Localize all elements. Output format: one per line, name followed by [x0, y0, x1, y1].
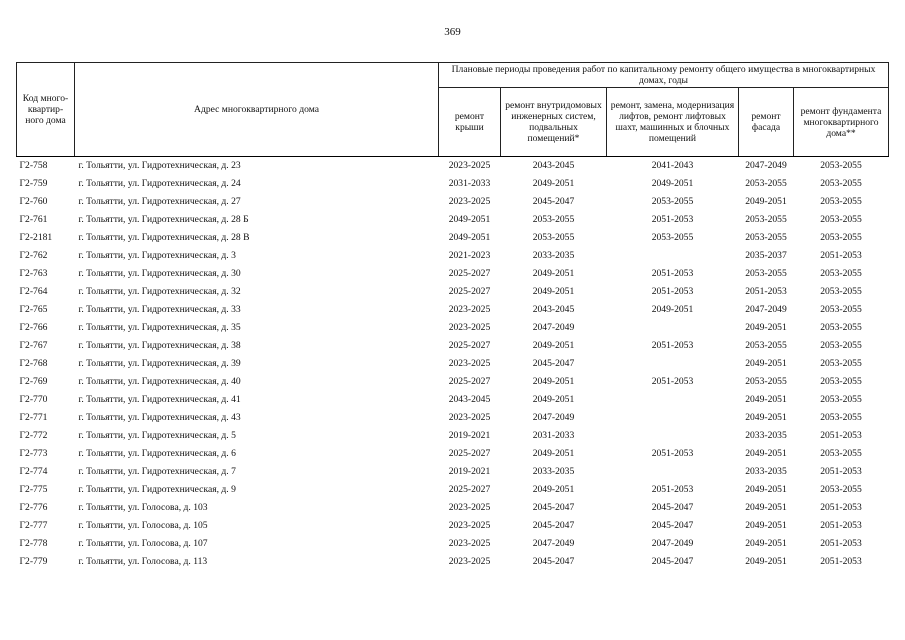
table-row — [17, 247, 889, 265]
cell-house-code: Г2-766 — [19, 322, 48, 333]
cell-engineering-systems-repair: 2047-2049 — [532, 538, 575, 549]
table-row — [17, 499, 889, 517]
header-planned-periods: Плановые периоды проведения работ по капитальному ремонту общего имущества в многоквартирных домах, годы — [439, 63, 889, 88]
cell-address: г. Тольятти, ул. Гидротехническая, д. 43 — [78, 412, 241, 423]
cell-house-code: Г2-2181 — [19, 232, 53, 243]
cell-foundation-repair: 2051-2053 — [820, 556, 862, 567]
cell-foundation-repair: 2053-2055 — [820, 484, 862, 495]
cell-foundation-repair: 2053-2055 — [820, 412, 862, 423]
cell-facade-repair: 2049-2051 — [745, 556, 787, 567]
cell-roof-repair: 2023-2025 — [448, 502, 491, 513]
cell-engineering-systems-repair: 2049-2051 — [532, 394, 575, 405]
cell-roof-repair: 2025-2027 — [448, 286, 491, 297]
cell-address: г. Тольятти, ул. Гидротехническая, д. 40 — [78, 376, 241, 387]
cell-foundation-repair: 2053-2055 — [820, 340, 862, 351]
cell-house-code: Г2-770 — [19, 394, 48, 405]
cell-foundation-repair: 2053-2055 — [820, 322, 862, 333]
table-row — [17, 211, 889, 229]
cell-house-code: Г2-779 — [19, 556, 48, 567]
cell-foundation-repair: 2053-2055 — [820, 196, 862, 207]
cell-house-code: Г2-777 — [19, 520, 48, 531]
cell-house-code: Г2-765 — [19, 304, 48, 315]
cell-elevators-repair: 2049-2051 — [651, 304, 694, 315]
table-row — [17, 355, 889, 373]
cell-elevators-repair: 2051-2053 — [651, 340, 694, 351]
cell-facade-repair: 2033-2035 — [745, 466, 787, 477]
cell-engineering-systems-repair: 2033-2035 — [532, 466, 575, 477]
cell-house-code: Г2-767 — [19, 340, 48, 351]
cell-house-code: Г2-772 — [19, 430, 48, 441]
cell-engineering-systems-repair: 2045-2047 — [532, 196, 575, 207]
cell-elevators-repair: 2049-2051 — [651, 178, 694, 189]
table-row — [17, 175, 889, 193]
cell-elevators-repair: 2051-2053 — [651, 376, 694, 387]
cell-engineering-systems-repair: 2047-2049 — [532, 322, 575, 333]
cell-elevators-repair: 2053-2055 — [651, 196, 694, 207]
cell-engineering-systems-repair: 2045-2047 — [532, 358, 575, 369]
cell-elevators-repair: 2051-2053 — [651, 214, 694, 225]
cell-address: г. Тольятти, ул. Гидротехническая, д. 7 — [78, 466, 236, 477]
cell-elevators-repair: 2053-2055 — [651, 232, 694, 243]
cell-foundation-repair: 2051-2053 — [820, 538, 862, 549]
cell-elevators-repair — [607, 355, 739, 373]
cell-facade-repair: 2049-2051 — [745, 196, 787, 207]
cell-address: г. Тольятти, ул. Гидротехническая, д. 6 — [78, 448, 236, 459]
cell-facade-repair: 2035-2037 — [745, 250, 787, 261]
cell-facade-repair: 2047-2049 — [745, 304, 787, 315]
cell-house-code: Г2-774 — [19, 466, 48, 477]
cell-foundation-repair: 2051-2053 — [820, 520, 862, 531]
cell-elevators-repair — [607, 409, 739, 427]
cell-address: г. Тольятти, ул. Гидротехническая, д. 9 — [78, 484, 236, 495]
table-row — [17, 373, 889, 391]
cell-roof-repair: 2049-2051 — [448, 214, 491, 225]
cell-engineering-systems-repair: 2049-2051 — [532, 178, 575, 189]
cell-house-code: Г2-764 — [19, 286, 48, 297]
cell-roof-repair: 2023-2025 — [448, 304, 491, 315]
cell-engineering-systems-repair: 2043-2045 — [532, 304, 575, 315]
cell-house-code: Г2-776 — [19, 502, 48, 513]
cell-address: г. Тольятти, ул. Голосова, д. 113 — [78, 556, 208, 567]
cell-elevators-repair: 2045-2047 — [651, 502, 694, 513]
cell-roof-repair: 2023-2025 — [448, 538, 491, 549]
cell-roof-repair: 2023-2025 — [448, 322, 491, 333]
cell-foundation-repair: 2053-2055 — [820, 286, 862, 297]
table-row — [17, 193, 889, 211]
table-row — [17, 391, 889, 409]
cell-elevators-repair: 2045-2047 — [651, 556, 694, 567]
cell-facade-repair: 2047-2049 — [745, 160, 787, 171]
cell-facade-repair: 2053-2055 — [745, 214, 787, 225]
cell-facade-repair: 2053-2055 — [745, 340, 787, 351]
cell-house-code: Г2-769 — [19, 376, 48, 387]
cell-roof-repair: 2049-2051 — [448, 232, 491, 243]
cell-house-code: Г2-758 — [19, 160, 48, 171]
table-row — [17, 427, 889, 445]
cell-elevators-repair — [607, 319, 739, 337]
table-row — [17, 265, 889, 283]
cell-engineering-systems-repair: 2033-2035 — [532, 250, 575, 261]
header-engineering-systems-repair: ремонт внутридомовых инженерных систем, подвальных помещений* — [501, 88, 607, 157]
cell-facade-repair: 2049-2051 — [745, 484, 787, 495]
cell-foundation-repair: 2053-2055 — [820, 178, 862, 189]
cell-facade-repair: 2053-2055 — [745, 376, 787, 387]
table-row — [17, 553, 889, 571]
cell-elevators-repair: 2051-2053 — [651, 484, 694, 495]
cell-foundation-repair: 2053-2055 — [820, 358, 862, 369]
cell-address: г. Тольятти, ул. Голосова, д. 105 — [78, 520, 208, 531]
table-row — [17, 445, 889, 463]
cell-house-code: Г2-771 — [19, 412, 48, 423]
cell-roof-repair: 2019-2021 — [448, 430, 491, 441]
cell-roof-repair: 2025-2027 — [448, 376, 491, 387]
cell-elevators-repair: 2041-2043 — [651, 160, 694, 171]
cell-roof-repair: 2023-2025 — [448, 556, 491, 567]
cell-facade-repair: 2053-2055 — [745, 178, 787, 189]
cell-facade-repair: 2051-2053 — [745, 286, 787, 297]
cell-elevators-repair: 2045-2047 — [651, 520, 694, 531]
cell-roof-repair: 2023-2025 — [448, 412, 491, 423]
cell-elevators-repair: 2047-2049 — [651, 538, 694, 549]
cell-roof-repair: 2025-2027 — [448, 448, 491, 459]
cell-address: г. Тольятти, ул. Гидротехническая, д. 24 — [78, 178, 241, 189]
table-row — [17, 463, 889, 481]
table-row — [17, 301, 889, 319]
cell-roof-repair: 2023-2025 — [448, 520, 491, 531]
cell-engineering-systems-repair: 2049-2051 — [532, 340, 575, 351]
cell-elevators-repair: 2051-2053 — [651, 268, 694, 279]
cell-facade-repair: 2033-2035 — [745, 430, 787, 441]
table-row — [17, 319, 889, 337]
cell-house-code: Г2-763 — [19, 268, 48, 279]
cell-facade-repair: 2049-2051 — [745, 448, 787, 459]
cell-elevators-repair: 2051-2053 — [651, 286, 694, 297]
cell-house-code: Г2-761 — [19, 214, 48, 225]
cell-address: г. Тольятти, ул. Голосова, д. 103 — [78, 502, 208, 513]
table-row — [17, 535, 889, 553]
cell-foundation-repair: 2051-2053 — [820, 466, 862, 477]
cell-facade-repair: 2049-2051 — [745, 412, 787, 423]
cell-foundation-repair: 2053-2055 — [820, 268, 862, 279]
cell-engineering-systems-repair: 2049-2051 — [532, 286, 575, 297]
cell-house-code: Г2-775 — [19, 484, 48, 495]
cell-foundation-repair: 2053-2055 — [820, 448, 862, 459]
cell-foundation-repair: 2053-2055 — [820, 214, 862, 225]
header-facade-repair: ремонт фасада — [739, 88, 794, 157]
table-row — [17, 229, 889, 247]
cell-foundation-repair: 2051-2053 — [820, 502, 862, 513]
cell-elevators-repair: 2051-2053 — [651, 448, 694, 459]
cell-facade-repair: 2049-2051 — [745, 322, 787, 333]
table-row — [17, 409, 889, 427]
cell-facade-repair: 2049-2051 — [745, 358, 787, 369]
cell-house-code: Г2-762 — [19, 250, 48, 261]
cell-roof-repair: 2023-2025 — [448, 358, 491, 369]
header-address: Адрес многоквартирного дома — [75, 63, 439, 157]
cell-address: г. Тольятти, ул. Гидротехническая, д. 41 — [78, 394, 241, 405]
cell-address: г. Тольятти, ул. Гидротехническая, д. 30 — [78, 268, 241, 279]
cell-house-code: Г2-760 — [19, 196, 48, 207]
cell-elevators-repair — [607, 427, 739, 445]
cell-address: г. Тольятти, ул. Гидротехническая, д. 33 — [78, 304, 241, 315]
cell-address: г. Тольятти, ул. Гидротехническая, д. 28 Б — [78, 214, 249, 225]
cell-roof-repair: 2025-2027 — [448, 340, 491, 351]
cell-engineering-systems-repair: 2049-2051 — [532, 268, 575, 279]
cell-elevators-repair — [607, 463, 739, 481]
table-row — [17, 283, 889, 301]
table-row — [17, 157, 889, 176]
cell-engineering-systems-repair: 2045-2047 — [532, 502, 575, 513]
cell-address: г. Тольятти, ул. Гидротехническая, д. 32 — [78, 286, 241, 297]
cell-engineering-systems-repair: 2045-2047 — [532, 520, 575, 531]
cell-roof-repair: 2023-2025 — [448, 160, 491, 171]
cell-address: г. Тольятти, ул. Гидротехническая, д. 5 — [78, 430, 236, 441]
cell-engineering-systems-repair: 2047-2049 — [532, 412, 575, 423]
cell-facade-repair: 2049-2051 — [745, 520, 787, 531]
cell-foundation-repair: 2053-2055 — [820, 376, 862, 387]
cell-house-code: Г2-768 — [19, 358, 48, 369]
cell-roof-repair: 2025-2027 — [448, 268, 491, 279]
cell-foundation-repair: 2053-2055 — [820, 160, 862, 171]
page-number: 369 — [444, 26, 461, 38]
cell-address: г. Тольятти, ул. Гидротехническая, д. 39 — [78, 358, 241, 369]
cell-engineering-systems-repair: 2049-2051 — [532, 484, 575, 495]
table-header — [17, 63, 889, 157]
header-foundation-repair: ремонт фундамента многоквартирного дома** — [794, 88, 889, 157]
cell-house-code: Г2-759 — [19, 178, 48, 189]
cell-engineering-systems-repair: 2043-2045 — [532, 160, 575, 171]
cell-foundation-repair: 2053-2055 — [820, 232, 862, 243]
cell-engineering-systems-repair: 2045-2047 — [532, 556, 575, 567]
capital-repair-schedule-table — [16, 62, 889, 571]
cell-address: г. Тольятти, ул. Гидротехническая, д. 27 — [78, 196, 241, 207]
cell-facade-repair: 2053-2055 — [745, 232, 787, 243]
cell-roof-repair: 2025-2027 — [448, 484, 491, 495]
cell-address: г. Тольятти, ул. Гидротехническая, д. 23 — [78, 160, 241, 171]
cell-facade-repair: 2049-2051 — [745, 502, 787, 513]
cell-address: г. Тольятти, ул. Голосова, д. 107 — [78, 538, 208, 549]
header-roof-repair: ремонт крыши — [439, 88, 501, 157]
cell-house-code: Г2-773 — [19, 448, 48, 459]
cell-roof-repair: 2031-2033 — [448, 178, 491, 189]
table-row — [17, 481, 889, 499]
cell-engineering-systems-repair: 2053-2055 — [532, 214, 575, 225]
cell-foundation-repair: 2051-2053 — [820, 250, 862, 261]
cell-roof-repair: 2023-2025 — [448, 196, 491, 207]
cell-facade-repair: 2049-2051 — [745, 538, 787, 549]
cell-elevators-repair — [607, 247, 739, 265]
cell-address: г. Тольятти, ул. Гидротехническая, д. 35 — [78, 322, 241, 333]
cell-engineering-systems-repair: 2053-2055 — [532, 232, 575, 243]
table-body — [17, 157, 889, 572]
cell-foundation-repair: 2053-2055 — [820, 394, 862, 405]
cell-address: г. Тольятти, ул. Гидротехническая, д. 28 В — [78, 232, 250, 243]
cell-engineering-systems-repair: 2049-2051 — [532, 376, 575, 387]
cell-roof-repair: 2043-2045 — [448, 394, 491, 405]
cell-facade-repair: 2053-2055 — [745, 268, 787, 279]
cell-engineering-systems-repair: 2031-2033 — [532, 430, 575, 441]
header-elevators-repair: ремонт, замена, модернизация лифтов, ремонт лифтовых шахт, машинных и блочных помещений — [607, 88, 739, 157]
header-house-code: Код много-квартир-ного дома — [17, 63, 75, 157]
cell-address: г. Тольятти, ул. Гидротехническая, д. 38 — [78, 340, 241, 351]
cell-foundation-repair: 2053-2055 — [820, 304, 862, 315]
cell-elevators-repair — [607, 391, 739, 409]
cell-foundation-repair: 2051-2053 — [820, 430, 862, 441]
cell-address: г. Тольятти, ул. Гидротехническая, д. 3 — [78, 250, 236, 261]
cell-roof-repair: 2021-2023 — [448, 250, 491, 261]
cell-engineering-systems-repair: 2049-2051 — [532, 448, 575, 459]
cell-facade-repair: 2049-2051 — [745, 394, 787, 405]
cell-roof-repair: 2019-2021 — [448, 466, 491, 477]
table-row — [17, 517, 889, 535]
cell-house-code: Г2-778 — [19, 538, 48, 549]
table-row — [17, 337, 889, 355]
